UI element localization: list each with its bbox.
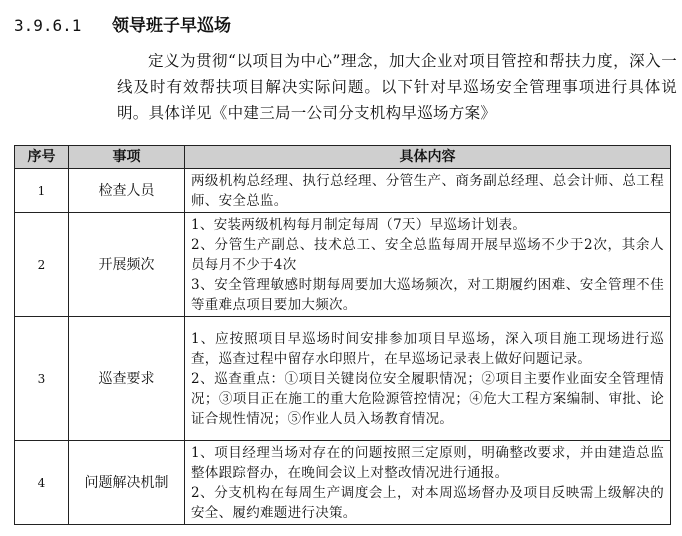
row-item: 开展频次 (69, 213, 185, 317)
table-header-row (15, 146, 671, 169)
content-line: 1、应按照项目早巡场时间安排参加项目早巡场，深入项目施工现场进行巡查，巡查过程中留存水印照片，在早巡场记录表上做好问题记录。 (191, 330, 664, 367)
row-content (185, 169, 671, 213)
content-line: 2、分支机构在每周生产调度会上，对本周巡场督办及项目反映需上级解决的安全、履约难题进行决策。 (191, 484, 664, 521)
header-content: 具体内容 (185, 146, 671, 169)
content-line: 2、分管生产副总、技术总工、安全总监每周开展早巡场不少于2次，其余人员每月不少于4次 (191, 236, 664, 273)
row-content (185, 441, 671, 525)
content-line: 两级机构总经理、执行总经理、分管生产、商务副总经理、总会计师、总工程师、安全总监。 (191, 172, 664, 209)
row-no: 3 (15, 317, 69, 441)
section-heading (14, 12, 231, 40)
intro-paragraph (117, 48, 677, 126)
row-content (185, 317, 671, 441)
row-item: 检查人员 (69, 169, 185, 213)
row-content (185, 213, 671, 317)
header-item: 事项 (69, 146, 185, 169)
content-line: 1、安装两级机构每月制定每周（7天）早巡场计划表。 (191, 216, 527, 233)
header-no: 序号 (15, 146, 69, 169)
row-no: 1 (15, 169, 69, 213)
row-no: 4 (15, 441, 69, 525)
table-row (15, 317, 671, 441)
inspection-table (14, 145, 671, 525)
content-line: 2、巡查重点：①项目关键岗位安全履职情况；②项目主要作业面安全管理情况；③项目正在施工的重大危险源管控情况；④危大工程方案编制、审批、论证合规性情况；⑤作业人员入场教育情况。 (191, 370, 664, 427)
row-item: 问题解决机制 (69, 441, 185, 525)
row-no: 2 (15, 213, 69, 317)
section-number: 3.9.6.1 (14, 16, 82, 35)
intro-text: 定义为贯彻“以项目为中心”理念，加大企业对项目管控和帮扶力度，深入一线及时有效帮扶项目解决实际问题。以下针对早巡场安全管理事项进行具体说明。具体详见《中建三局一公司分支机构早巡场方案》 (117, 52, 677, 122)
row-item: 巡查要求 (69, 317, 185, 441)
section-title: 领导班子早巡场 (112, 16, 231, 36)
table-row (15, 169, 671, 213)
table-row (15, 213, 671, 317)
content-line: 3、安全管理敏感时期每周要加大巡场频次，对工期履约困难、安全管理不佳等重难点项目要加大频次。 (191, 276, 664, 313)
table-row (15, 441, 671, 525)
content-line: 1、项目经理当场对存在的问题按照三定原则，明确整改要求，并由建造总监整体跟踪督办，在晚间会议上对整改情况进行通报。 (191, 444, 664, 481)
